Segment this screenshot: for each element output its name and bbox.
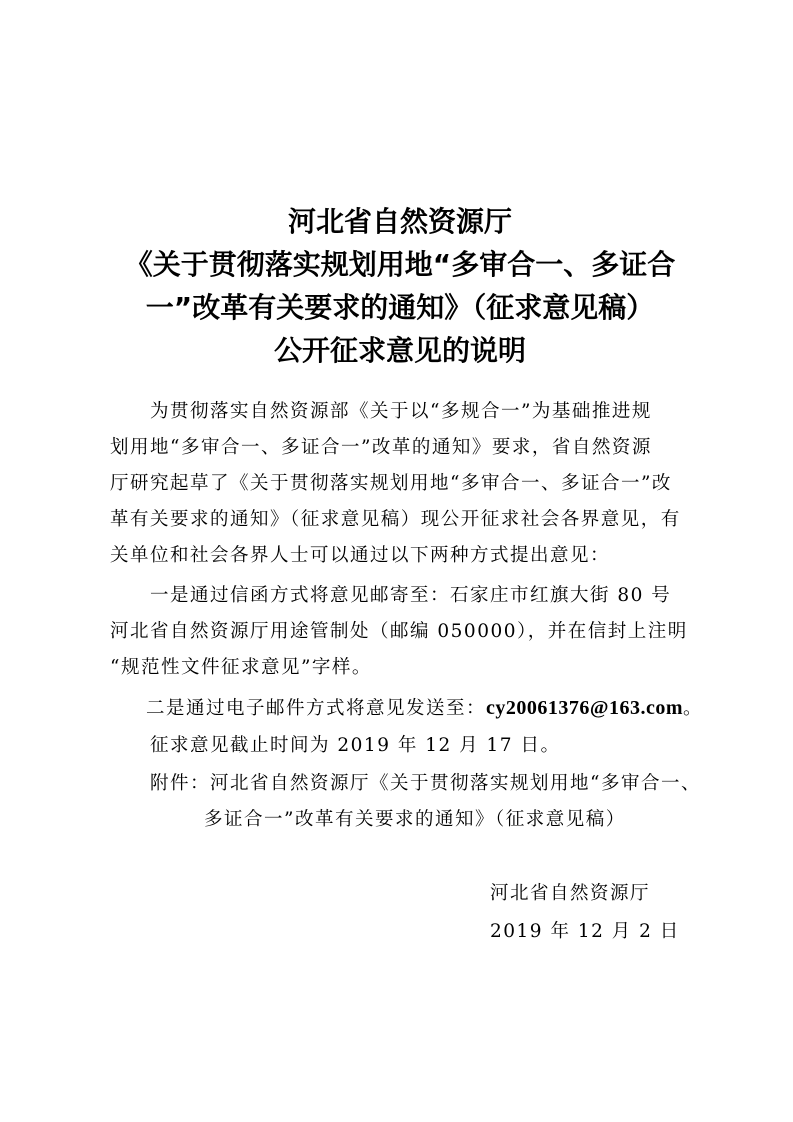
text-line: 征求意见截止时间为 2019 年 12 月 17 日。 <box>150 735 561 756</box>
email-prefix: 二是通过电子邮件方式将意见发送至： <box>146 698 487 719</box>
document-title <box>100 200 700 372</box>
title-line-2: 《关于贯彻落实规划用地“多审合一、多证合 <box>124 248 676 281</box>
signature-org: 河北省自然资源厅 <box>490 883 651 904</box>
email-address[interactable]: cy20061376@163.com <box>486 697 684 719</box>
paragraph-deadline <box>110 728 685 764</box>
paragraph-mail <box>110 578 688 686</box>
title-line-1: 河北省自然资源厅 <box>287 205 512 238</box>
text-line <box>110 690 704 727</box>
text-line: 为贯彻落实自然资源部《关于以“多规合一”为基础推进规 <box>150 401 652 422</box>
paragraph-intro <box>110 394 685 574</box>
title-line-4: 公开征求意见的说明 <box>273 334 526 367</box>
text-line: 革有关要求的通知》（征求意见稿）现公开征求社会各界意见，有 <box>110 509 681 530</box>
signature-date: 2019 年 12 月 2 日 <box>490 921 680 942</box>
paragraph-email <box>110 690 704 727</box>
text-line: 关单位和社会各界人士可以通过以下两种方式提出意见： <box>110 545 611 566</box>
title-line-3: 一”改革有关要求的通知》（征求意见稿） <box>145 291 655 324</box>
text-line: 河北省自然资源厅用途管制处（邮编 050000），并在信封上注明 <box>110 621 688 642</box>
email-suffix: 。 <box>683 698 704 719</box>
text-line: 划用地“多审合一、多证合一”改革的通知》要求，省自然资源 <box>110 437 652 458</box>
text-line: “规范性文件征求意见”字样。 <box>110 657 372 678</box>
text-line: 多证合一”改革有关要求的通知》（征求意见稿） <box>204 809 626 830</box>
signature-block <box>490 875 680 951</box>
text-line: 厅研究起草了《关于贯彻落实规划用地“多审合一、多证合一”改 <box>110 473 672 494</box>
text-line: 附件：河北省自然资源厅《关于贯彻落实规划用地“多审合一、 <box>150 773 701 794</box>
text-line: 一是通过信函方式将意见邮寄至：石家庄市红旗大街 80 号 <box>150 585 672 606</box>
paragraph-attachment <box>110 766 701 838</box>
